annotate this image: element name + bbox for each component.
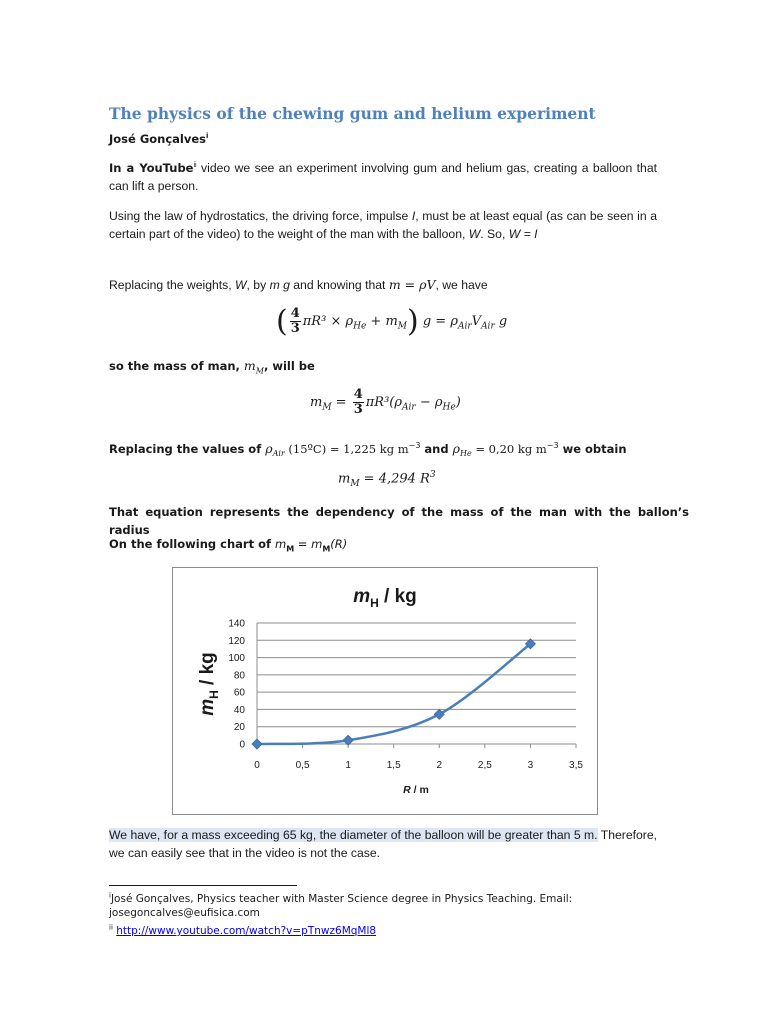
- chart-title-sub: H: [370, 596, 379, 610]
- equation-buoyancy: [276, 304, 507, 339]
- p7-equals: =: [294, 537, 312, 551]
- series-line: [257, 644, 530, 744]
- eq1-gravity: g: [494, 314, 508, 329]
- eq3-rest: = 4,294 R: [359, 471, 430, 487]
- p5-exp2: −3: [546, 441, 559, 450]
- p5-rho-he: ρ: [452, 440, 460, 456]
- fraction-denominator: 3: [290, 321, 300, 336]
- x-axis-label: [403, 784, 429, 796]
- eq1-sub-air2: Air: [481, 321, 495, 332]
- eq2-close: ): [455, 395, 461, 410]
- y-axis-label-main: m: [197, 698, 218, 716]
- y-tick-label: 120: [228, 635, 245, 647]
- eq2-part-a: πR³(ρ: [365, 395, 403, 410]
- x-tick-label: 1,5: [386, 760, 401, 771]
- footnote-separator: [109, 885, 297, 886]
- footnote-1: [109, 892, 669, 920]
- y-axis-label-sub: H: [207, 690, 221, 699]
- p3-text-a: Replacing the weights,: [109, 278, 236, 292]
- mass-radius-chart: [173, 568, 597, 814]
- footnote-2: [109, 924, 376, 938]
- conclusion-paragraph: [109, 826, 657, 862]
- data-point-marker: [252, 739, 262, 749]
- intro-lead: In a YouTube: [109, 161, 194, 175]
- p4-text-a: so the mass of man,: [109, 359, 244, 373]
- p5-text-a: Replacing the values of: [109, 441, 266, 456]
- p5-air-value: (15ºC) = 1,225 kg m: [284, 441, 409, 456]
- eq2-lhs: m: [310, 395, 323, 410]
- dependency-paragraph: That equation represents the dependency of the mass of the man with the ballon’s radius: [109, 505, 689, 537]
- y-tick-label: 20: [233, 722, 245, 734]
- p5-exp1: −3: [408, 441, 421, 450]
- p7-m2: m: [311, 537, 323, 551]
- p3-text-b: , by: [246, 278, 270, 292]
- x-tick-label: 3,5: [569, 760, 583, 771]
- footnote-1-text: José Gonçalves, Physics teacher with Master Science degree in Physics Teaching. Email:: [110, 893, 573, 905]
- mass-of-man-paragraph: [109, 357, 657, 380]
- p4-sub-m: M: [255, 366, 264, 376]
- p5-he-value: = 0,20 kg m: [471, 441, 547, 456]
- p7-m1: m: [274, 537, 287, 551]
- p5-rho-air: ρ: [265, 440, 273, 456]
- eq2-sub-air: Air: [402, 402, 416, 413]
- eq2-fraction-denominator: 3: [353, 402, 363, 417]
- p5-sub-he: He: [459, 449, 472, 459]
- p7-sub-m1: M: [286, 544, 295, 554]
- p3-symbol-w: W: [235, 278, 247, 292]
- right-paren: ): [407, 304, 419, 339]
- p4-symbol-m: m: [243, 358, 256, 373]
- eq2-fraction-numerator: 4: [353, 387, 363, 402]
- p2-equation: W = I: [508, 227, 538, 241]
- fraction-4-3: [290, 307, 301, 336]
- x-axis-label-unit: / m: [410, 784, 429, 796]
- intro-text: video we see an experiment involving gum and helium gas, creating a balloon that can lift a person.: [109, 161, 657, 193]
- eq1-part-c: g = ρ: [418, 314, 458, 329]
- p5-text-b: we obtain: [558, 441, 627, 456]
- p2-text-a: Using the law of hydrostatics, the driving force, impulse: [109, 209, 412, 223]
- youtube-link[interactable]: http://www.youtube.com/watch?v=pTnwz6MqMl8: [116, 925, 377, 937]
- eq2-sub-he: He: [442, 402, 456, 413]
- footnote-1-mark: i: [109, 891, 111, 900]
- p7-r: (R): [330, 537, 348, 551]
- fraction-numerator: 4: [290, 306, 300, 321]
- footnote-1-email[interactable]: josegoncalves@eufisica.com: [109, 907, 260, 919]
- p2-symbol-i: I: [411, 209, 416, 223]
- p2-text-c: . So,: [480, 227, 509, 241]
- x-tick-label: 2: [436, 760, 443, 771]
- eq1-sub-air1: Air: [457, 321, 472, 332]
- x-tick-label: 0: [254, 760, 260, 771]
- y-tick-label: 40: [233, 704, 245, 716]
- p3-symbol-mg: m g: [269, 278, 290, 292]
- x-axis-label-main: R: [403, 784, 411, 796]
- highlighted-sentence: We have, for a mass exceeding 65 kg, the diameter of the balloon will be greater than 5 m.: [109, 828, 598, 842]
- y-tick-label: 60: [233, 687, 245, 699]
- chart-frame: [172, 567, 598, 815]
- y-tick-label: 140: [228, 618, 245, 630]
- p7-text-a: On the following chart of: [109, 537, 275, 551]
- weights-paragraph: [109, 276, 657, 294]
- equation-mass: [310, 388, 461, 417]
- conclusion-sentence: Therefore, we can easily see that in the video is not the case.: [109, 828, 657, 860]
- eq1-part-b: + m: [366, 314, 398, 329]
- eq2-sub-m: M: [322, 402, 332, 413]
- author-line: [109, 132, 208, 146]
- eq1-part-a: πR³ × ρ: [302, 314, 354, 329]
- eq2-fraction: [353, 388, 364, 417]
- document-title: The physics of the chewing gum and helium experiment: [109, 104, 596, 123]
- hydrostatics-paragraph: [109, 207, 657, 243]
- x-tick-label: 1: [345, 760, 351, 771]
- p3-text-d: , we have: [435, 278, 488, 292]
- y-tick-label: 0: [239, 739, 245, 751]
- x-tick-label: 0,5: [295, 760, 310, 771]
- eq3-exp: 3: [429, 470, 436, 480]
- p4-text-b: , will be: [263, 359, 315, 373]
- eq2-equals: =: [331, 395, 351, 410]
- p2-symbol-w: W: [468, 227, 481, 241]
- p5-and: and: [420, 441, 453, 456]
- left-paren: (: [276, 304, 288, 339]
- x-tick-label: 2,5: [477, 760, 492, 771]
- eq3-sub-m: M: [350, 478, 360, 489]
- eq1-sub-he: He: [353, 321, 367, 332]
- author-footnote-mark: i: [206, 132, 209, 141]
- chart-title: [353, 586, 417, 610]
- data-point-marker: [434, 709, 444, 719]
- p7-sub-m2: M: [322, 544, 331, 554]
- eq2-minus: − ρ: [415, 395, 443, 410]
- chart-title-unit: / kg: [378, 586, 417, 607]
- y-axis-label: [197, 652, 221, 716]
- chart-intro-paragraph: [109, 535, 657, 558]
- intro-footnote-mark: ii: [193, 161, 197, 169]
- footnote-2-mark: ii: [109, 923, 113, 932]
- author-name: José Gonçalves: [109, 132, 207, 146]
- intro-paragraph: [109, 159, 657, 195]
- equation-result: [338, 470, 436, 489]
- y-tick-label: 100: [228, 653, 245, 665]
- eq3-m: m: [338, 471, 351, 487]
- y-axis-label-unit: / kg: [197, 652, 218, 691]
- chart-title-main: m: [353, 586, 371, 607]
- p5-sub-air: Air: [272, 449, 285, 459]
- x-tick-label: 3: [527, 760, 534, 771]
- eq1-sub-m: M: [397, 321, 407, 332]
- y-tick-label: 80: [233, 670, 245, 682]
- eq1-volume: V: [471, 314, 482, 329]
- values-paragraph: [109, 437, 709, 463]
- p2-text-b: , must be at least equal (as can be seen in a certain part of the video) to the weight of the man with the balloon,: [109, 209, 657, 241]
- p3-text-c: and knowing that: [289, 278, 389, 292]
- p3-formula: m = ρV: [388, 277, 436, 292]
